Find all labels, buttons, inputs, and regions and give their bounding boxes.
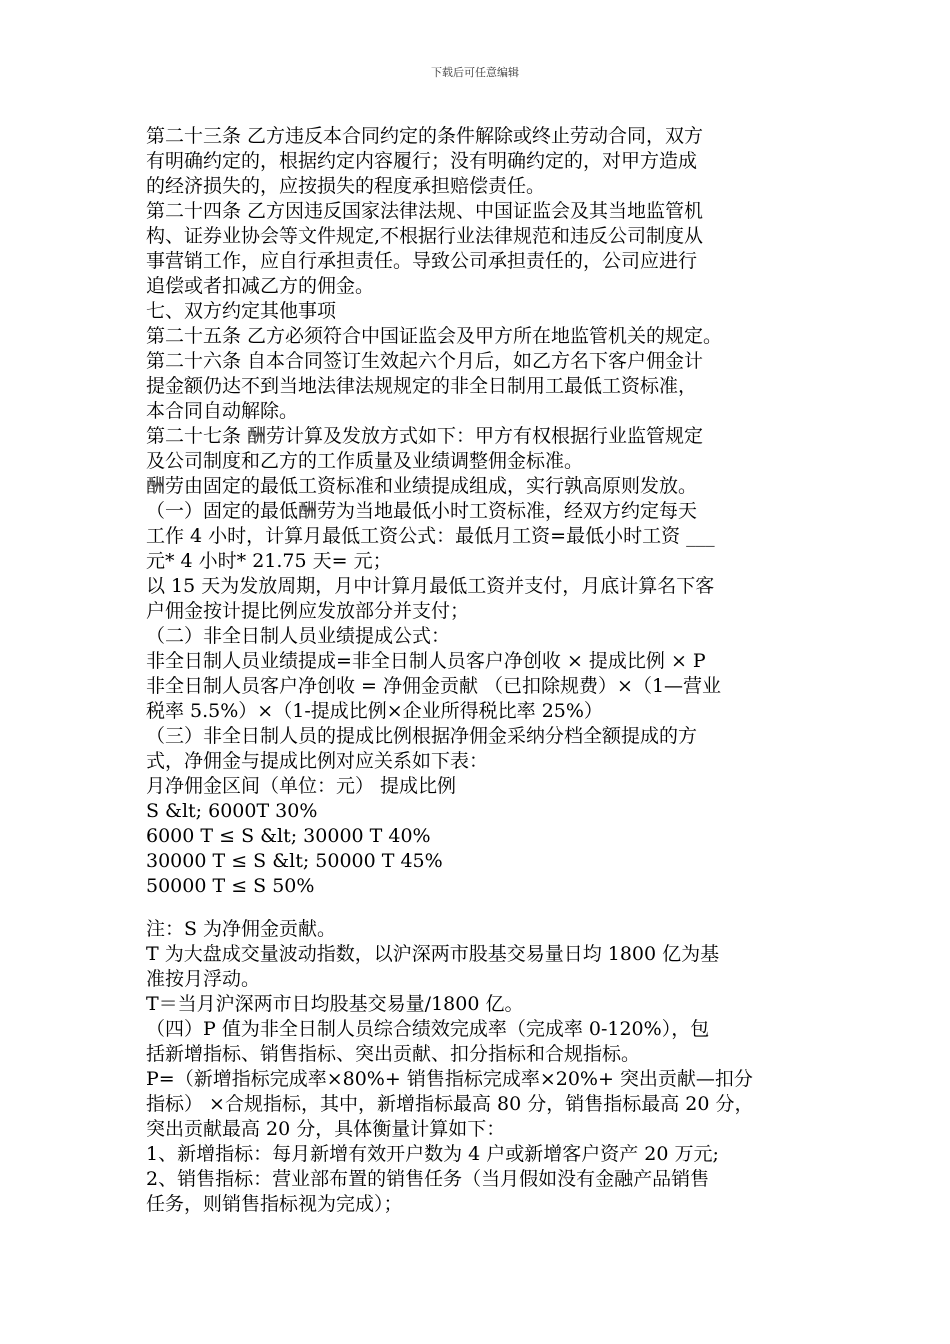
document-body	[146, 124, 811, 1217]
text-line: 税率 5.5%）×（1-提成比例×企业所得税比率 25%）	[146, 700, 603, 722]
text-line: 第二十三条 乙方违反本合同约定的条件解除或终止劳动合同，双方	[146, 125, 704, 147]
text-line: 构、证券业协会等文件规定,不根据行业法律规范和违反公司制度从	[146, 225, 704, 247]
text-line: 及公司制度和乙方的工作质量及业绩调整佣金标准。	[146, 450, 584, 472]
blank-line	[146, 899, 811, 917]
text-line: 第二十五条 乙方必须符合中国证监会及甲方所在地监管机关的规定。	[146, 325, 723, 347]
text-line: 第二十六条 自本合同签订生效起六个月后，如乙方名下客户佣金计	[146, 350, 704, 372]
text-line: 指标） ×合规指标，其中，新增指标最高 80 分，销售指标最高 20 分，	[146, 1093, 754, 1115]
text-line: 以 15 天为发放周期，月中计算月最低工资并支付，月底计算名下客	[146, 575, 715, 597]
text-line: S &lt; 6000T 30%	[146, 800, 318, 822]
text-line: 非全日制人员客户净创收 = 净佣金贡献 （已扣除规费）×（1—营业	[146, 675, 722, 697]
text-line: 酬劳由固定的最低工资标准和业绩提成组成，实行孰高原则发放。	[146, 475, 698, 497]
text-line: 第二十七条 酬劳计算及发放方式如下：甲方有权根据行业监管规定	[146, 425, 704, 447]
text-line: 有明确约定的，根据约定内容履行；没有明确约定的，对甲方造成	[146, 150, 698, 172]
text-line: 户佣金按计提比例应发放部分并支付；	[146, 600, 470, 622]
text-line: 事营销工作，应自行承担责任。导致公司承担责任的，公司应进行	[146, 250, 698, 272]
text-line: 6000 T ≤ S &lt; 30000 T 40%	[146, 825, 431, 847]
text-line: 任务，则销售指标视为完成）；	[146, 1193, 403, 1215]
text-line: （三）非全日制人员的提成比例根据净佣金采纳分档全额提成的方	[146, 725, 698, 747]
text-line: （四）P 值为非全日制人员综合绩效完成率（完成率 0-120%），包	[146, 1018, 710, 1040]
text-line: P=（新增指标完成率×80%+ 销售指标完成率×20%+ 突出贡献—扣分	[146, 1068, 753, 1090]
text-line: 的经济损失的，应按损失的程度承担赔偿责任。	[146, 175, 546, 197]
text-line: 追偿或者扣减乙方的佣金。	[146, 275, 375, 297]
text-line: 30000 T ≤ S &lt; 50000 T 45%	[146, 850, 443, 872]
text-line: 式，净佣金与提成比例对应关系如下表：	[146, 750, 489, 772]
text-line: 提金额仍达不到当地法律法规规定的非全日制用工最低工资标准，	[146, 375, 698, 397]
text-line: 月净佣金区间（单位：元） 提成比例	[146, 775, 457, 797]
text-line: 准按月浮动。	[146, 968, 261, 990]
text-line: 50000 T ≤ S 50%	[146, 875, 315, 897]
text-line: 七、双方约定其他事项	[146, 300, 337, 322]
text-line: T 为大盘成交量波动指数，以沪深两市股基交易量日均 1800 亿为基	[146, 943, 720, 965]
text-line: 第二十四条 乙方因违反国家法律法规、中国证监会及其当地监管机	[146, 200, 704, 222]
text-line: 非全日制人员业绩提成=非全日制人员客户净创收 × 提成比例 × P	[146, 650, 706, 672]
text-line: 工作 4 小时，计算月最低工资公式：最低月工资=最低小时工资 ___	[146, 525, 715, 547]
text-line: 注：S 为净佣金贡献。	[146, 918, 337, 940]
text-line: 元* 4 小时* 21.75 天= 元；	[146, 550, 392, 572]
text-line: T＝当月沪深两市日均股基交易量/1800 亿。	[146, 993, 524, 1015]
text-line: （一）固定的最低酬劳为当地最低小时工资标准，经双方约定每天	[146, 500, 698, 522]
page-header: 下载后可任意编辑	[431, 66, 519, 79]
text-line: 本合同自动解除。	[146, 400, 299, 422]
text-line: 突出贡献最高 20 分，具体衡量计算如下：	[146, 1118, 506, 1140]
text-line: （二）非全日制人员业绩提成公式：	[146, 625, 451, 647]
text-line: 2、销售指标：营业部布置的销售任务（当月假如没有金融产品销售	[146, 1168, 710, 1190]
text-line: 括新增指标、销售指标、突出贡献、扣分指标和合规指标。	[146, 1043, 641, 1065]
text-line: 1、新增指标：每月新增有效开户数为 4 户或新增客户资产 20 万元;	[146, 1143, 719, 1165]
